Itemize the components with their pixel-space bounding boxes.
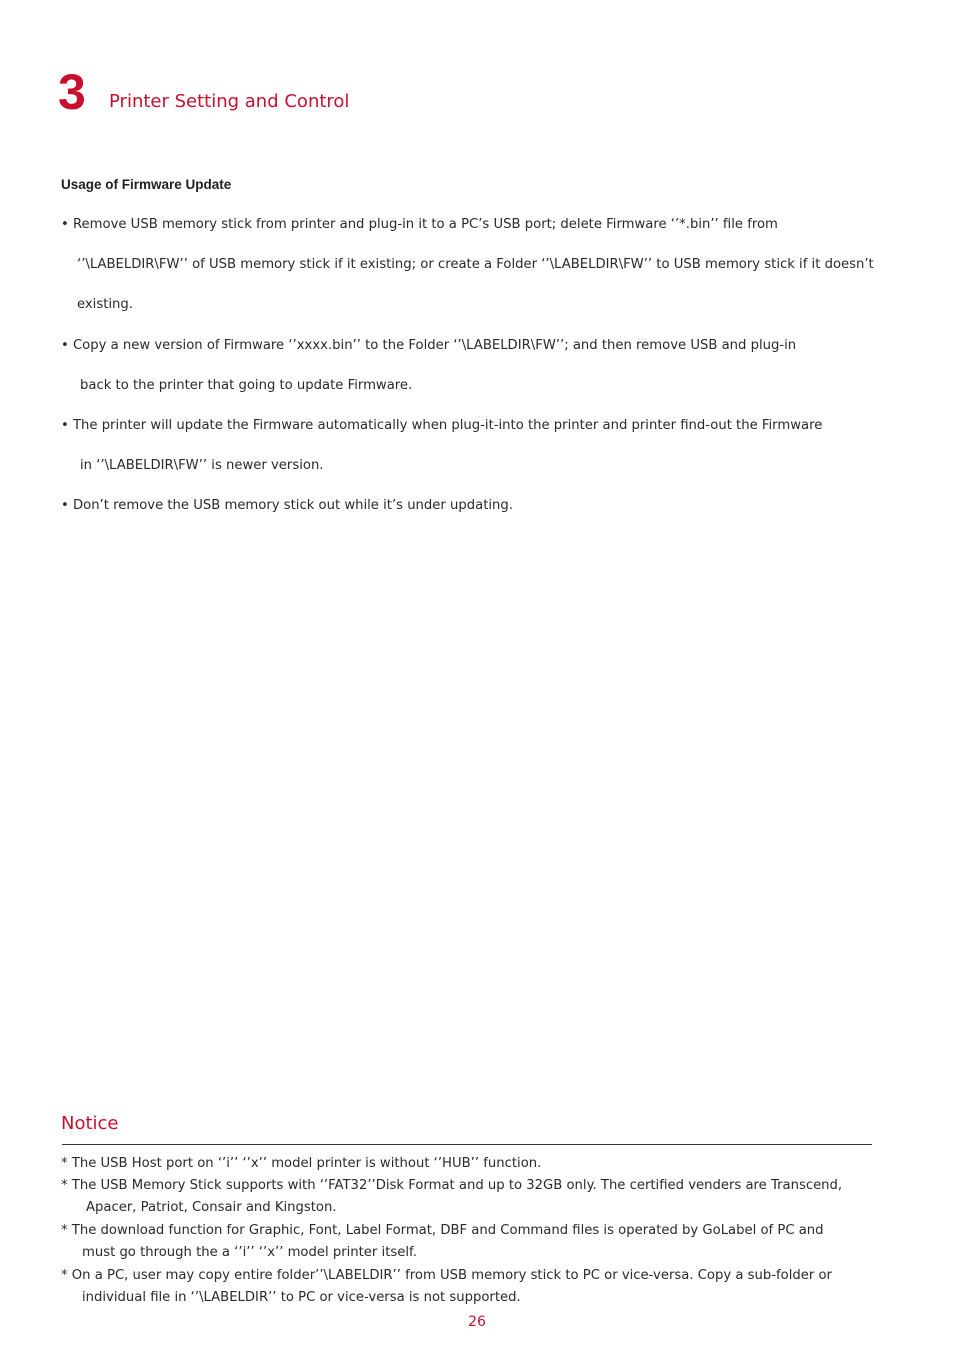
- notice-line: * The download function for Graphic, Font, Label Format, DBF and Command files is operated by GoLabel of PC and: [61, 1223, 824, 1238]
- bullet-line: ‘’\LABELDIR\FW’’ of USB memory stick if it existing; or create a Folder ‘’\LABELDIR\FW’’ to USB memory stick if it doesn’t: [77, 257, 874, 272]
- notice-line: must go through the a ‘’i’’ ‘’x’’ model printer itself.: [82, 1245, 417, 1260]
- notice-line: * The USB Host port on ‘’i’’ ‘’x’’ model printer is without ‘’HUB’’ function.: [61, 1156, 542, 1171]
- notice-title: Notice: [61, 1113, 119, 1134]
- bullet-line: • Remove USB memory stick from printer and plug-in it to a PC’s USB port; delete Firmware ‘’*.bin’’ file from: [61, 217, 778, 232]
- notice-divider: [62, 1144, 872, 1145]
- notice-line: * On a PC, user may copy entire folder’’\LABELDIR’’ from USB memory stick to PC or vice-versa. Copy a sub-folder or: [61, 1268, 832, 1283]
- bullet-line: back to the printer that going to update Firmware.: [80, 378, 413, 393]
- section-heading: Usage of Firmware Update: [61, 177, 232, 192]
- chapter-number: 3: [58, 64, 86, 120]
- notice-line: Apacer, Patriot, Consair and Kingston.: [86, 1200, 337, 1215]
- notice-line: individual file in ‘’\LABELDIR’’ to PC or vice-versa is not supported.: [82, 1290, 521, 1305]
- chapter-title: Printer Setting and Control: [109, 91, 350, 112]
- notice-line: * The USB Memory Stick supports with ‘’FAT32’’Disk Format and up to 32GB only. The certified venders are Transcend,: [61, 1178, 843, 1193]
- bullet-line: existing.: [77, 297, 133, 312]
- bullet-line: • Don’t remove the USB memory stick out while it’s under updating.: [61, 498, 513, 513]
- bullet-line: in ‘’\LABELDIR\FW’’ is newer version.: [80, 458, 324, 473]
- bullet-line: • Copy a new version of Firmware ‘’xxxx.bin’’ to the Folder ‘’\LABELDIR\FW’’; and then remove USB and plug-in: [61, 338, 797, 353]
- page-number: 26: [468, 1314, 486, 1330]
- bullet-line: • The printer will update the Firmware automatically when plug-it-into the printer and printer find-out the Firmware: [61, 418, 823, 433]
